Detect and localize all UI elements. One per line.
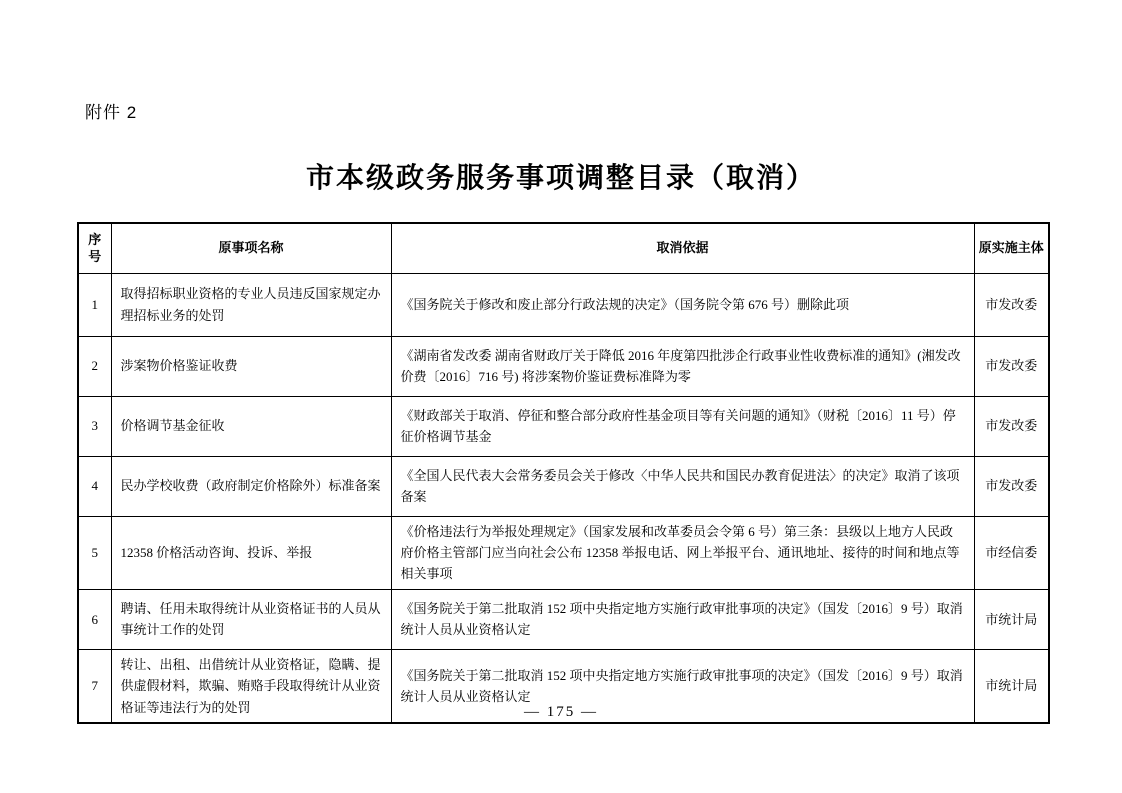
- cancel-basis-cell: 《价格违法行为举报处理规定》（国家发展和改革委员会令第 6 号）第三条：县级以上地方人民政府价格主管部门应当向社会公布 12358 举报电话、网上举报平台、通讯地址、接待的时间和地点等相关事项: [391, 516, 974, 589]
- agency-cell: 市发改委: [974, 273, 1049, 336]
- row-index-cell: 6: [78, 589, 111, 649]
- row-index-cell: 4: [78, 456, 111, 516]
- agency-cell: 市经信委: [974, 516, 1049, 589]
- row-index-cell: 7: [78, 649, 111, 723]
- table-row: [78, 273, 1049, 336]
- item-name-cell: 12358 价格活动咨询、投诉、举报: [111, 516, 391, 589]
- table-row: [78, 336, 1049, 396]
- row-index-cell: 1: [78, 273, 111, 336]
- row-index-cell: 5: [78, 516, 111, 589]
- row-index-cell: 2: [78, 336, 111, 396]
- table-row: [78, 396, 1049, 456]
- agency-cell: 市统计局: [974, 589, 1049, 649]
- cancel-basis-cell: 《国务院关于修改和废止部分行政法规的决定》（国务院令第 676 号）删除此项: [391, 273, 974, 336]
- cancel-basis-cell: 《财政部关于取消、停征和整合部分政府性基金项目等有关问题的通知》（财税〔2016〕11 号）停征价格调节基金: [391, 396, 974, 456]
- cancel-basis-cell: 《全国人民代表大会常务委员会关于修改〈中华人民共和国民办教育促进法〉的决定》取消了该项备案: [391, 456, 974, 516]
- item-name-cell: 民办学校收费（政府制定价格除外）标准备案: [111, 456, 391, 516]
- item-name-cell: 取得招标职业资格的专业人员违反国家规定办理招标业务的处罚: [111, 273, 391, 336]
- item-name-cell: 转让、出租、出借统计从业资格证，隐瞒、提供虚假材料，欺骗、贿赂手段取得统计从业资格证等违法行为的处罚: [111, 649, 391, 723]
- table-row: [78, 516, 1049, 589]
- cancel-basis-cell: 《湖南省发改委 湖南省财政厅关于降低 2016 年度第四批涉企行政事业性收费标准的通知》(湘发改价费〔2016〕716 号) 将涉案物价鉴证费标准降为零: [391, 336, 974, 396]
- item-name-cell: 涉案物价格鉴证收费: [111, 336, 391, 396]
- page-title: 市本级政务服务事项调整目录（取消）: [305, 162, 816, 193]
- table-row: [78, 589, 1049, 649]
- attachment-label: 附件 2: [85, 103, 138, 122]
- cancel-basis-cell: 《国务院关于第二批取消 152 项中央指定地方实施行政审批事项的决定》（国发〔2016〕9 号）取消统计人员从业资格认定: [391, 649, 974, 723]
- agency-cell: 市发改委: [974, 456, 1049, 516]
- table-header-row: [78, 223, 1049, 273]
- agency-cell: 市发改委: [974, 336, 1049, 396]
- page-number: — 175 —: [524, 704, 598, 720]
- header-cancel-basis: 取消依据: [391, 223, 974, 273]
- item-name-cell: 聘请、任用未取得统计从业资格证书的人员从事统计工作的处罚: [111, 589, 391, 649]
- header-index: 序号: [78, 223, 111, 273]
- row-index-cell: 3: [78, 396, 111, 456]
- table-row: [78, 456, 1049, 516]
- header-item-name: 原事项名称: [111, 223, 391, 273]
- cancelled-items-table: [77, 222, 1050, 724]
- agency-cell: 市发改委: [974, 396, 1049, 456]
- header-agency: 原实施主体: [974, 223, 1049, 273]
- item-name-cell: 价格调节基金征收: [111, 396, 391, 456]
- agency-cell: 市统计局: [974, 649, 1049, 723]
- cancel-basis-cell: 《国务院关于第二批取消 152 项中央指定地方实施行政审批事项的决定》（国发〔2016〕9 号）取消统计人员从业资格认定: [391, 589, 974, 649]
